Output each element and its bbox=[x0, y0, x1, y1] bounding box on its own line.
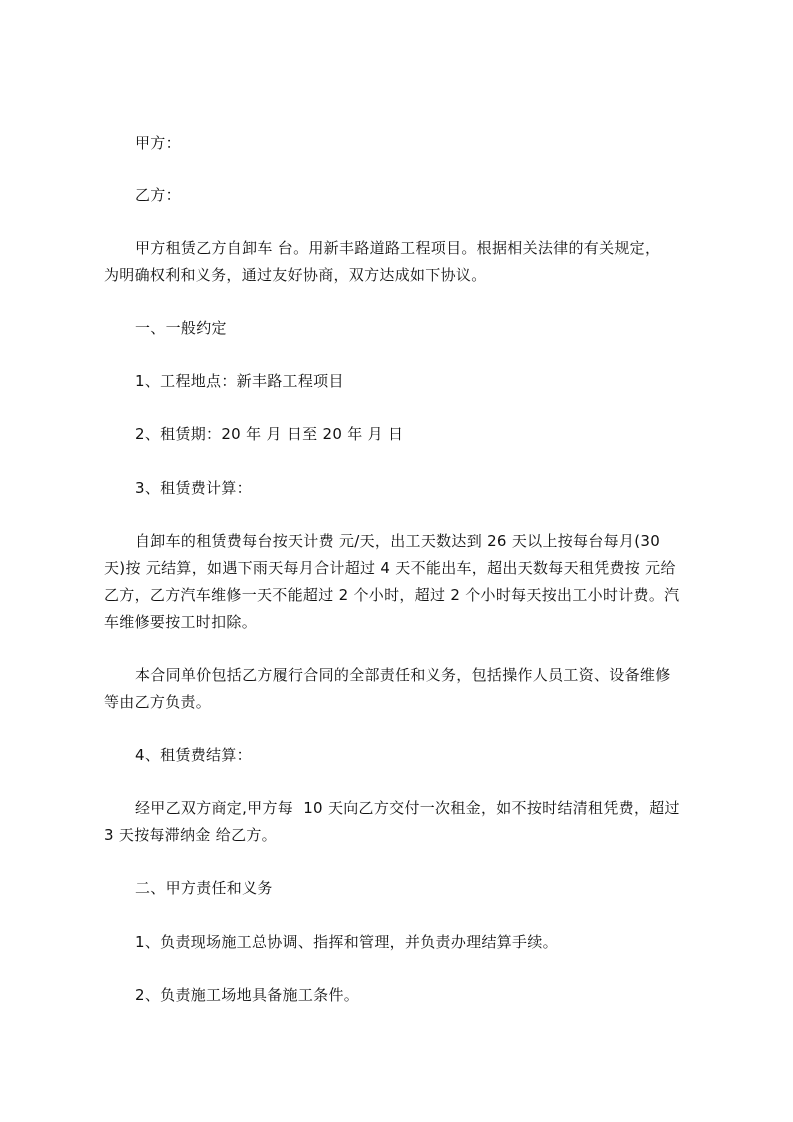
item-4-settlement: 4、租赁费结算： bbox=[135, 746, 252, 764]
rent-calc-line-4: 车维修要按工时扣除。 bbox=[104, 613, 258, 631]
unit-price-line-1: 本合同单价包括乙方履行合同的全部责任和义务，包括操作人员工资、设备维修 bbox=[135, 666, 671, 684]
unit-price-line-2: 等由乙方负责。 bbox=[104, 693, 212, 711]
rent-calc-line-2: 天)按 元结算，如遇下雨天每月合计超过 4 天不能出车，超出天数每天租凭费按 元给 bbox=[104, 559, 676, 577]
intro-line-1: 甲方租赁乙方自卸车 台。用新丰路道路工程项目。根据相关法律的有关规定， bbox=[135, 239, 661, 257]
settlement-line-1: 经甲乙双方商定,甲方每 10 天向乙方交付一次租金，如不按时结清租凭费，超过 bbox=[135, 799, 680, 817]
item-2-lease-period: 2、租赁期：20 年 月 日至 20 年 月 日 bbox=[135, 425, 404, 443]
item-1-location: 1、工程地点：新丰路工程项目 bbox=[135, 372, 344, 390]
party-a-label: 甲方： bbox=[135, 134, 181, 152]
party-b-label: 乙方： bbox=[135, 186, 181, 204]
section-1-title: 一、一般约定 bbox=[135, 319, 227, 337]
settlement-line-2: 3 天按每滞纳金 给乙方。 bbox=[104, 826, 277, 844]
rent-calc-line-3: 乙方，乙方汽车维修一天不能超过 2 个小时，超过 2 个小时每天按出工小时计费。汽 bbox=[104, 586, 680, 604]
section-2-title: 二、甲方责任和义务 bbox=[135, 879, 273, 897]
duty-1: 1、负责现场施工总协调、指挥和管理，并负责办理结算手续。 bbox=[135, 933, 558, 951]
rent-calc-line-1: 自卸车的租赁费每台按天计费 元/天，出工天数达到 26 天以上按每台每月(30 bbox=[135, 532, 661, 550]
item-3-rent-calculation: 3、租赁费计算： bbox=[135, 479, 252, 497]
intro-line-2: 为明确权利和义务，通过友好协商，双方达成如下协议。 bbox=[104, 266, 487, 284]
duty-2: 2、负责施工场地具备施工条件。 bbox=[135, 986, 360, 1004]
